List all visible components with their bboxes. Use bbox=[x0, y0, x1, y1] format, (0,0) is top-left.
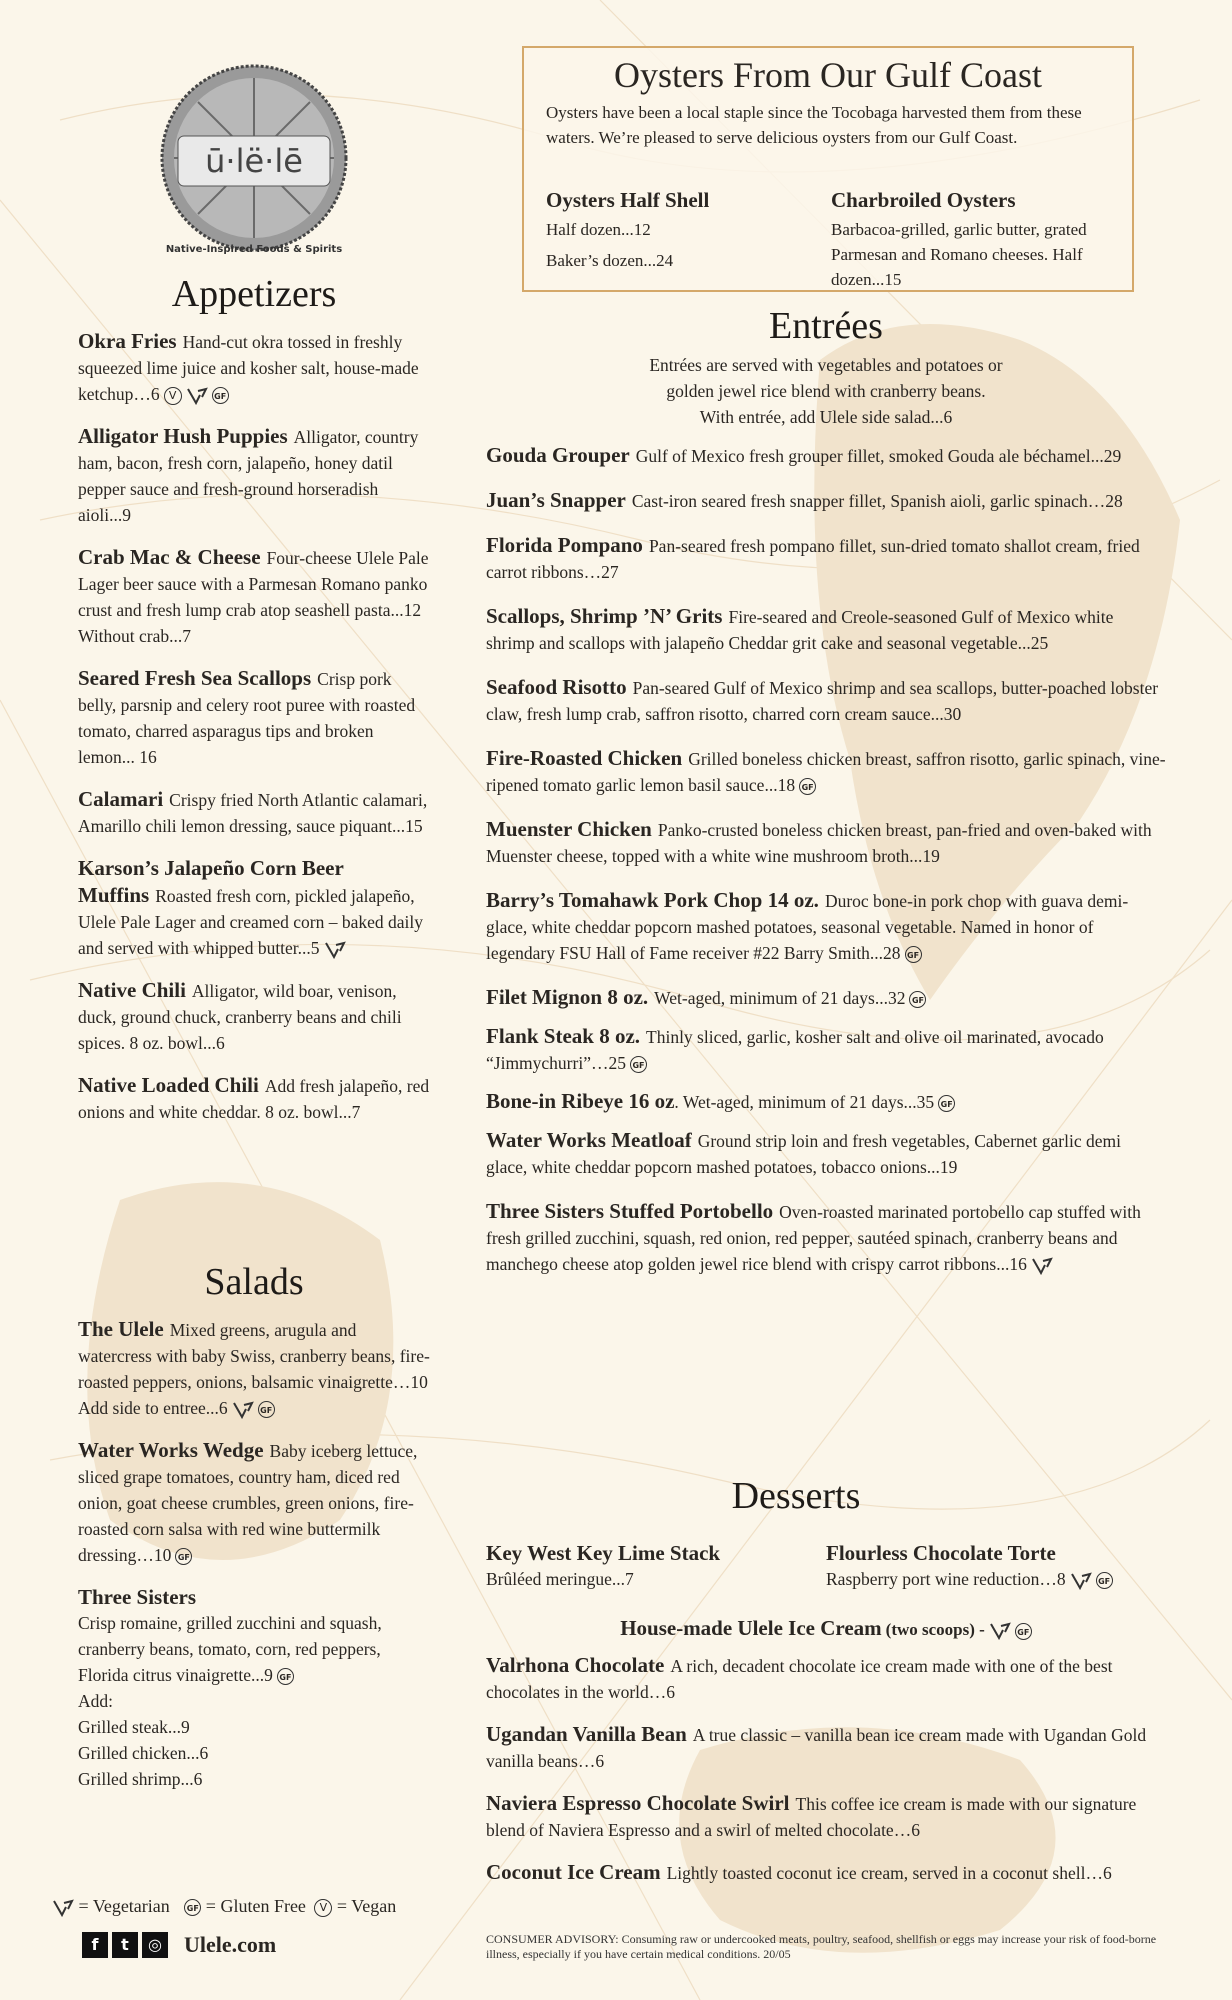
item-name: Charbroiled Oysters bbox=[831, 188, 1016, 212]
menu-item: Filet Mignon 8 oz. Wet-aged, minimum of 21 days...32 GF bbox=[486, 984, 1166, 1011]
entrees-title: Entrées bbox=[769, 305, 883, 347]
legend-gluten-free: = Gluten Free bbox=[205, 1896, 306, 1916]
gluten-free-icon: GF bbox=[212, 387, 229, 404]
vegetarian-icon bbox=[186, 387, 208, 405]
gluten-free-icon: GF bbox=[175, 1548, 192, 1565]
item-desc: Barbacoa-grilled, garlic butter, grated Parmesan and Romano cheeses. Half dozen...15 bbox=[831, 220, 1087, 289]
menu-item: The Ulele Mixed greens, arugula and watercress with baby Swiss, cranberry beans, fire-roasted peppers, onions, balsamic vinaigrette…10 Add side to entree...6 GF bbox=[78, 1317, 430, 1418]
social-links bbox=[82, 1932, 276, 1958]
gluten-free-icon: GF bbox=[630, 1056, 647, 1073]
vegetarian-icon bbox=[52, 1899, 74, 1917]
menu-item: Juan’s Snapper Cast-iron seared fresh snapper fillet, Spanish aioli, garlic spinach…28 bbox=[486, 488, 1123, 512]
vegetarian-icon bbox=[324, 941, 346, 959]
menu-item: Three Sisters Crisp romaine, grilled zucchini and squash, cranberry beans, tomato, corn, red peppers, Florida citrus vinaigrette...9 GF Add: Grilled steak...9 Grilled chicken...6 Grilled shrimp...6 bbox=[78, 1585, 382, 1789]
salads-list bbox=[78, 1316, 430, 1808]
menu-item: Three Sisters Stuffed Portobello Oven-roasted marinated portobello cap stuffed with fresh grilled zucchini, squash, red onion, red pepper, sautéed spinach, cranberry beans and manchego cheese atop golden jewel rice blend with crispy carrot ribbons...16 bbox=[486, 1199, 1141, 1274]
menu-item: Key West Key Lime Stack Brûléed meringue...7 bbox=[486, 1541, 721, 1589]
ice-cream-list bbox=[486, 1652, 1166, 1902]
dietary-legend bbox=[48, 1896, 396, 1917]
menu-item: Alligator Hush Puppies Alligator, country ham, bacon, fresh corn, jalapeño, honey datil pepper sauce and fresh-ground horseradish aioli...9 bbox=[78, 424, 419, 525]
menu-item: Muenster Chicken Panko-crusted boneless chicken breast, pan-fried and oven-baked with Muenster cheese, topped with a white wine mushroom broth...19 bbox=[486, 817, 1152, 866]
facebook-icon[interactable]: f bbox=[82, 1932, 108, 1958]
menu-item: Seared Fresh Sea Scallops Crisp pork belly, parsnip and celery root puree with roasted tomato, charred asparagus tips and broken lemon... 16 bbox=[78, 666, 416, 767]
gluten-free-icon: GF bbox=[277, 1668, 294, 1685]
instagram-icon[interactable]: ◎ bbox=[142, 1932, 168, 1958]
menu-item: Flourless Chocolate Torte Raspberry port wine reduction…8 GF bbox=[826, 1540, 1166, 1592]
vegan-icon: V bbox=[314, 1899, 332, 1917]
menu-item: Scallops, Shrimp ’N’ Grits Fire-seared and Creole-seasoned Gulf of Mexico white shrimp and scallops with jalapeño Cheddar grit cake and seasonal vegetable...25 bbox=[486, 604, 1114, 653]
svg-text:ū·lë·lē: ū·lë·lē bbox=[205, 142, 303, 180]
appetizers-title: Appetizers bbox=[171, 273, 337, 315]
menu-item: Native Loaded Chili Add fresh jalapeño, red onions and white cheddar. 8 oz. bowl...7 bbox=[78, 1073, 430, 1122]
entrees-list bbox=[486, 442, 1166, 1295]
vegan-icon: V bbox=[164, 387, 182, 405]
item-price: Baker’s dozen...24 bbox=[546, 251, 674, 270]
desserts-top bbox=[486, 1540, 1166, 1592]
oysters-charbroiled bbox=[831, 188, 1116, 292]
oysters-title: Oysters From Our Gulf Coast bbox=[614, 55, 1042, 95]
oysters-half-shell bbox=[546, 188, 831, 292]
gluten-free-icon: GF bbox=[184, 1899, 201, 1916]
menu-item: Crab Mac & Cheese Four-cheese Ulele Pale Lager beer sauce with a Parmesan Romano panko crust and fresh lump crab atop seashell pasta...12 Without crab...7 bbox=[78, 545, 429, 646]
logo-tagline: Native-Inspired Foods & Spirits bbox=[165, 244, 343, 255]
menu-item: Flank Steak 8 oz. Thinly sliced, garlic, kosher salt and olive oil marinated, avocado “Jimmychurri”…25 GF bbox=[486, 1024, 1104, 1073]
menu-item: Native Chili Alligator, wild boar, venison, duck, ground chuck, cranberry beans and chili spices. 8 oz. bowl...6 bbox=[78, 978, 402, 1053]
gluten-free-icon: GF bbox=[938, 1095, 955, 1112]
menu-item: Valrhona Chocolate A rich, decadent chocolate ice cream made with one of the best chocolates in the world…6 bbox=[486, 1653, 1113, 1702]
menu-item: Barry’s Tomahawk Pork Chop 14 oz. Duroc bone-in pork chop with guava demi-glace, white cheddar popcorn mashed potatoes, seasonal vegetable. Named in honor of legendary FSU Hall of Fame receiver #22 Barry Smith...28 GF bbox=[486, 888, 1129, 963]
gluten-free-icon: GF bbox=[905, 946, 922, 963]
menu-item: Ugandan Vanilla Bean A true classic – vanilla bean ice cream made with Ugandan Gold vanilla beans…6 bbox=[486, 1722, 1147, 1771]
ice-cream-header: House-made Ulele Ice Cream (two scoops) - GF bbox=[486, 1616, 1166, 1641]
vegetarian-icon bbox=[1070, 1572, 1092, 1590]
website-link[interactable]: Ulele.com bbox=[184, 1932, 277, 1957]
menu-item: Water Works Meatloaf Ground strip loin and fresh vegetables, Cabernet garlic demi glace, white cheddar popcorn mashed potatoes, tobacco onions...19 bbox=[486, 1128, 1121, 1177]
menu-item: Gouda Grouper Gulf of Mexico fresh grouper fillet, smoked Gouda ale béchamel...29 bbox=[486, 443, 1122, 467]
oysters-section bbox=[522, 46, 1134, 292]
menu-item: Naviera Espresso Chocolate Swirl This coffee ice cream is made with our signature blend of Naviera Espresso and a swirl of melted chocolate…6 bbox=[486, 1791, 1137, 1840]
gluten-free-icon: GF bbox=[799, 778, 816, 795]
item-name: Oysters Half Shell bbox=[546, 188, 710, 212]
oysters-intro: Oysters have been a local staple since the Tocobaga harvested them from these waters. We’re pleased to serve delicious oysters from our Gulf Coast. bbox=[546, 103, 1082, 147]
salads-title: Salads bbox=[204, 1261, 304, 1303]
desserts-title: Desserts bbox=[731, 1475, 861, 1517]
item-price: Half dozen...12 bbox=[546, 220, 651, 239]
menu-item: Karson’s Jalapeño Corn Beer Muffins Roasted fresh corn, pickled jalapeño, Ulele Pale Lager and creamed corn – baked daily and served with whipped butter...5 bbox=[78, 856, 423, 958]
vegetarian-icon bbox=[1031, 1257, 1053, 1275]
vegetarian-icon bbox=[989, 1622, 1011, 1640]
menu-item: Florida Pompano Pan-seared fresh pompano fillet, sun-dried tomato shallot cream, fried carrot ribbons…27 bbox=[486, 533, 1140, 582]
menu-item: Okra Fries Hand-cut okra tossed in freshly squeezed lime juice and kosher salt, house-made ketchup…6 V GF bbox=[78, 329, 419, 404]
vegetarian-icon bbox=[232, 1401, 254, 1419]
gluten-free-icon: GF bbox=[1096, 1572, 1113, 1589]
menu-item: Bone-in Ribeye 16 oz. Wet-aged, minimum of 21 days...35 GF bbox=[486, 1088, 1166, 1115]
menu-item: Seafood Risotto Pan-seared Gulf of Mexico shrimp and sea scallops, butter-poached lobster claw, fresh lump crab, saffron risotto, charred corn cream sauce...30 bbox=[486, 675, 1159, 724]
gluten-free-icon: GF bbox=[1015, 1623, 1032, 1640]
entrees-intro: Entrées are served with vegetables and potatoes or golden jewel rice blend with cranberry beans. With entrée, add Ulele side salad...6 bbox=[649, 355, 1003, 427]
gluten-free-icon: GF bbox=[909, 991, 926, 1008]
legend-vegetarian: = Vegetarian bbox=[78, 1896, 170, 1916]
appetizers-list bbox=[78, 328, 430, 1141]
twitter-icon[interactable]: t bbox=[112, 1932, 138, 1958]
gluten-free-icon: GF bbox=[258, 1401, 275, 1418]
menu-item: Water Works Wedge Baby iceberg lettuce, sliced grape tomatoes, country ham, diced red onion, goat cheese crumbles, green onions, fire-roasted corn salsa with red wine buttermilk dressing…10 GF bbox=[78, 1438, 418, 1565]
legend-vegan: = Vegan bbox=[336, 1896, 397, 1916]
consumer-advisory: CONSUMER ADVISORY: Consuming raw or undercooked meats, poultry, seafood, shellfish or eggs may increase your risk of food-borne illness, especially if you have certain medical conditions. 20/05 bbox=[486, 1932, 1157, 1961]
ulele-logo bbox=[150, 58, 358, 268]
menu-item: Calamari Crispy fried North Atlantic calamari, Amarillo chili lemon dressing, sauce piquant...15 bbox=[78, 787, 428, 836]
menu-item: Fire-Roasted Chicken Grilled boneless chicken breast, saffron risotto, garlic spinach, vine-ripened tomato garlic lemon basil sauce...18 GF bbox=[486, 746, 1166, 795]
menu-item: Coconut Ice Cream Lightly toasted coconut ice cream, served in a coconut shell…6 bbox=[486, 1860, 1112, 1884]
